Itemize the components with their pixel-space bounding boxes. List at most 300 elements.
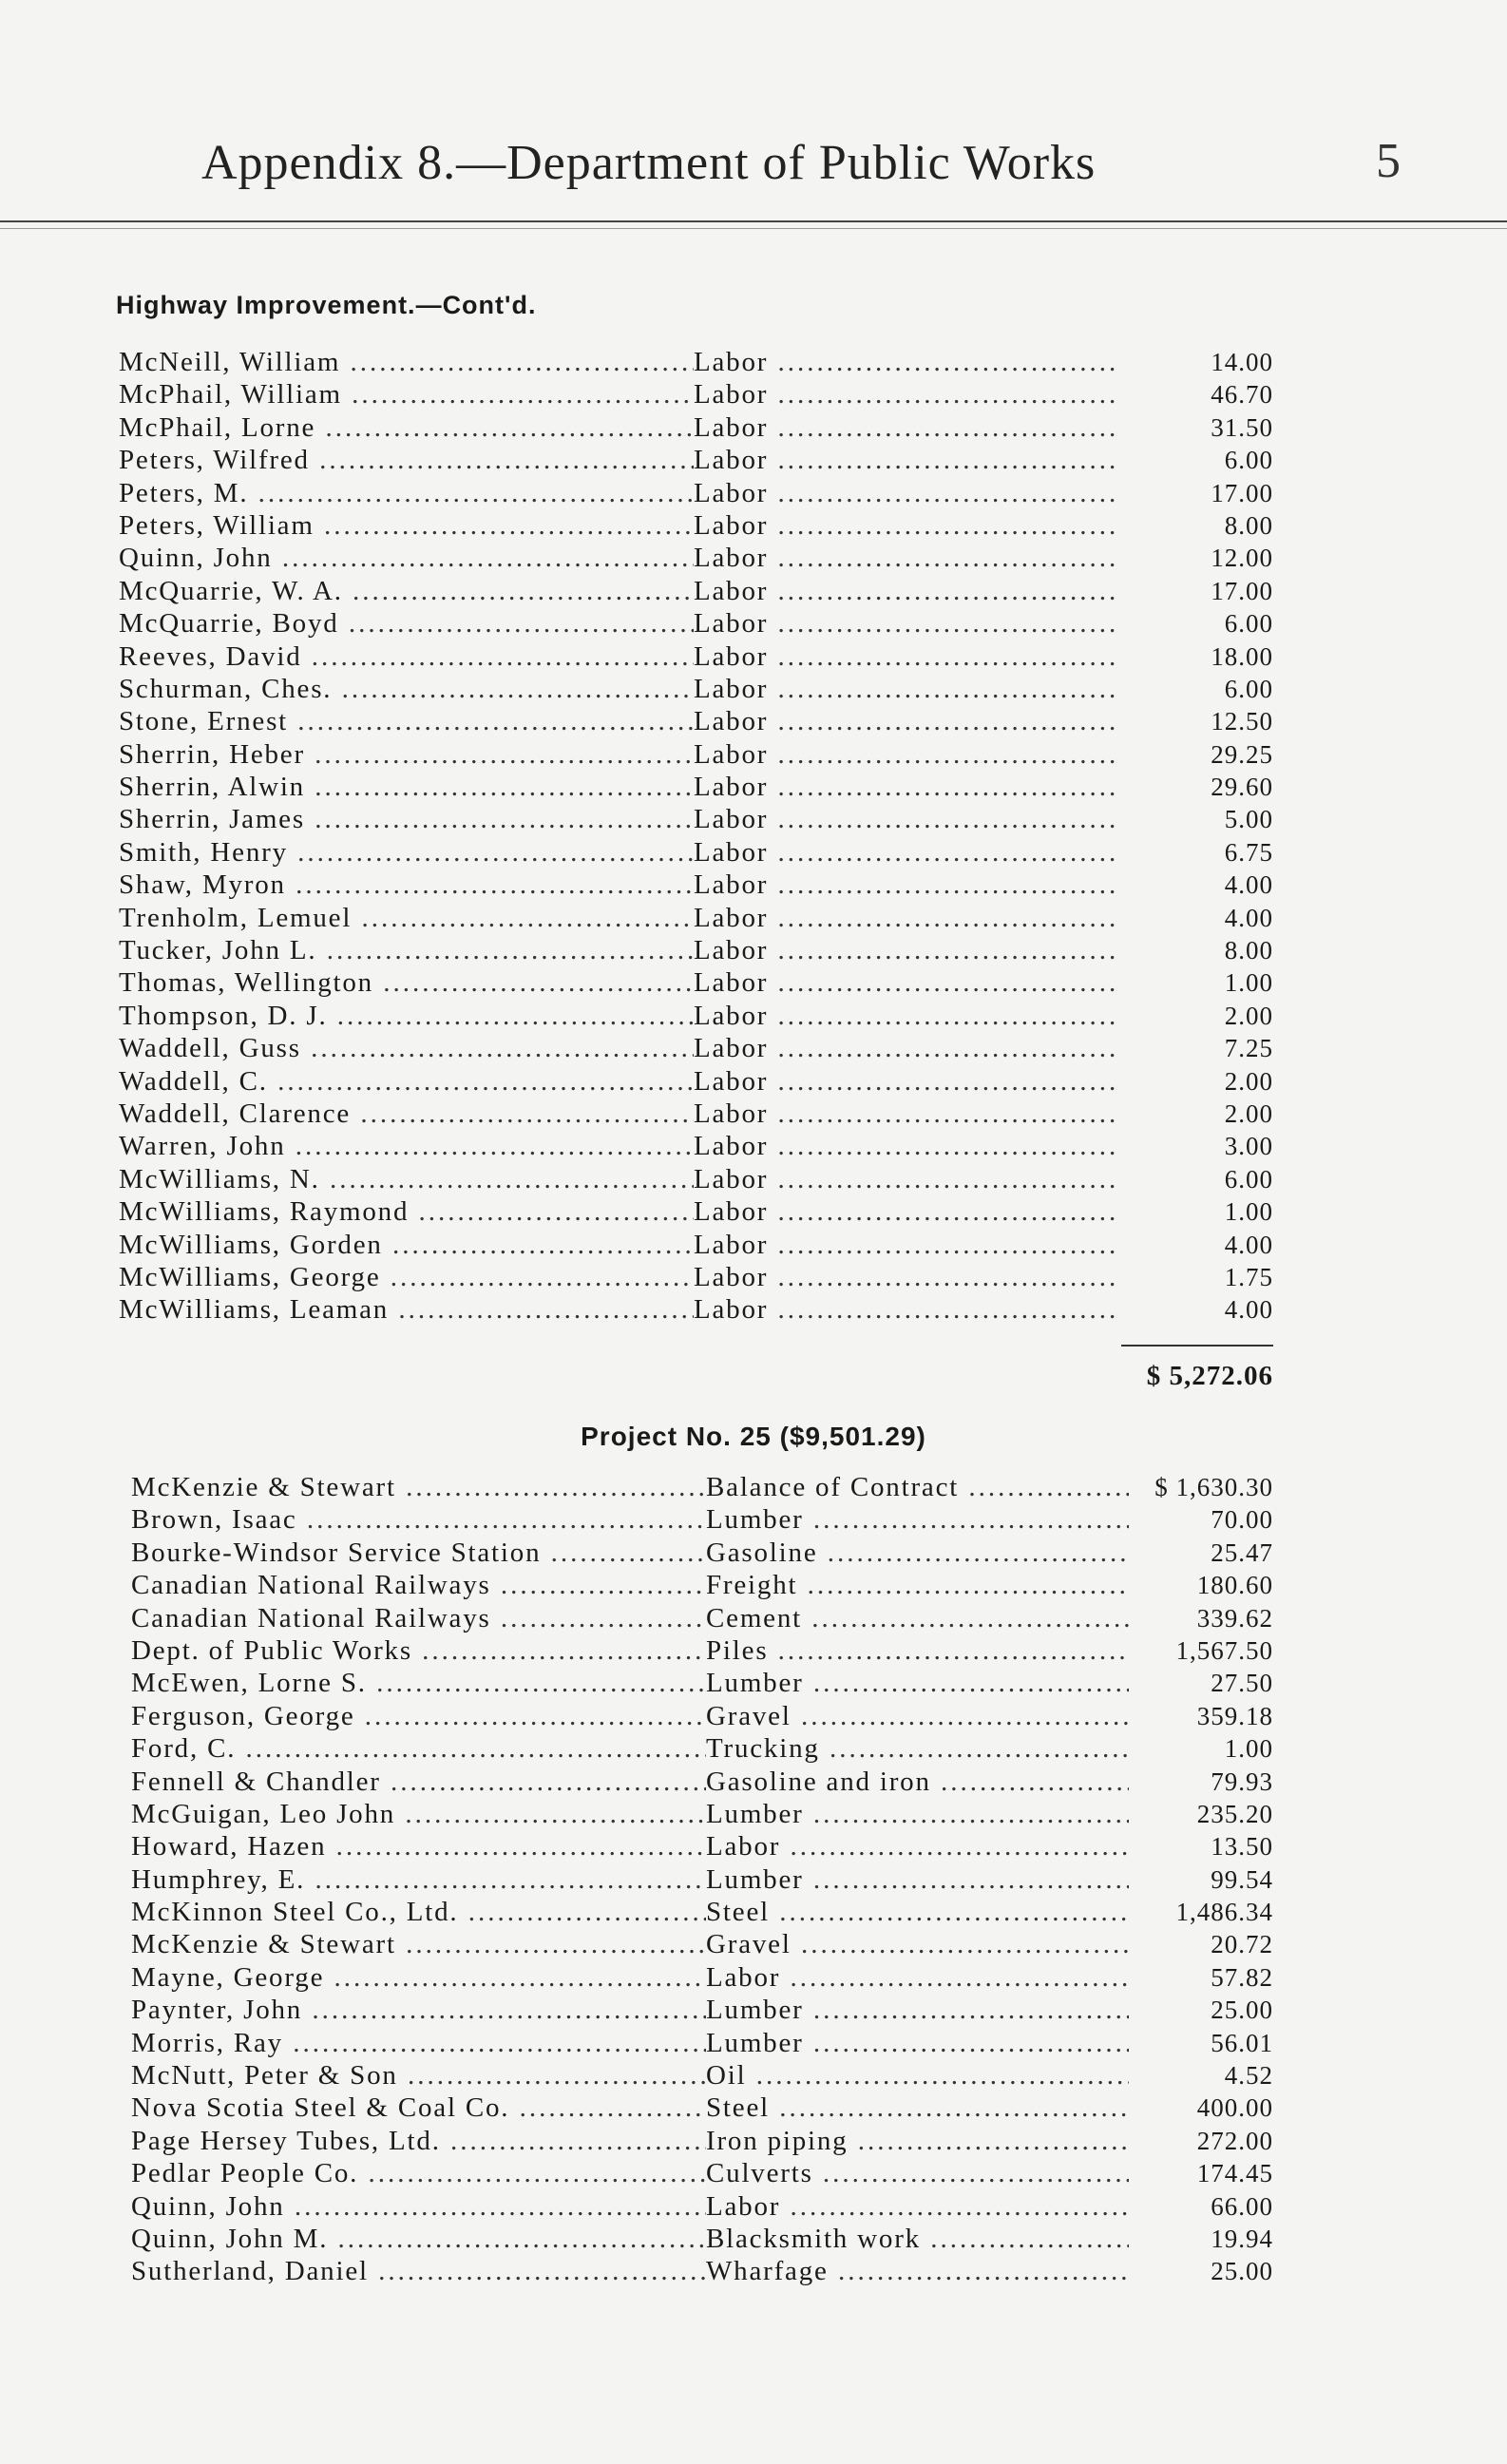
- amount: 359.18: [1196, 1701, 1273, 1730]
- ledger-row: [131, 1732, 1273, 1765]
- leader-dots: [288, 706, 694, 736]
- leader-dots: [780, 1831, 1129, 1862]
- item-description: Labor: [694, 1229, 769, 1260]
- payee-cell: [131, 2190, 706, 2223]
- item-description: Labor: [694, 1196, 769, 1228]
- amount: 12.50: [1211, 707, 1273, 736]
- item-cell: [706, 1896, 1129, 1928]
- payee-cell: [119, 771, 694, 803]
- amount: 6.75: [1224, 837, 1273, 867]
- item-cell: [706, 1634, 1129, 1667]
- payee-name: Brown, Isaac: [131, 1504, 297, 1536]
- section-title: Highway Improvement.—Cont'd.: [116, 291, 537, 319]
- item-cell: [706, 1766, 1129, 1798]
- amount: 70.00: [1211, 1505, 1273, 1535]
- amount: 272.00: [1196, 2126, 1273, 2155]
- leader-dots: [236, 1733, 706, 1764]
- item-cell: [706, 1863, 1129, 1896]
- leader-dots: [302, 1995, 706, 2025]
- amount: 6.00: [1224, 446, 1273, 475]
- leader-dots: [768, 543, 1116, 573]
- payee-cell: [119, 378, 694, 411]
- amount: 12.00: [1211, 544, 1273, 573]
- leader-dots: [768, 674, 1116, 704]
- amount: 1.00: [1224, 968, 1273, 998]
- item-description: Lumber: [706, 1504, 804, 1536]
- amount: 6.00: [1224, 674, 1273, 703]
- amount: 1.75: [1224, 1262, 1273, 1291]
- item-description: Trucking: [706, 1733, 820, 1765]
- ledger-row: [119, 477, 1273, 509]
- amount: 4.00: [1224, 1230, 1273, 1259]
- amount: 3.00: [1224, 1132, 1273, 1161]
- payee-cell: [131, 1732, 706, 1765]
- payee-cell: [119, 411, 694, 444]
- leader-dots: [921, 2224, 1129, 2254]
- leader-dots: [768, 935, 1116, 965]
- payee-cell: [131, 1602, 706, 1634]
- payee-cell: [119, 575, 694, 607]
- item-cell: [706, 1700, 1129, 1732]
- item-cell: [694, 705, 1116, 737]
- leader-dots: [339, 608, 694, 639]
- ledger-row: [131, 1602, 1273, 1634]
- amount: 27.50: [1211, 1669, 1273, 1698]
- leader-dots: [768, 1098, 1116, 1129]
- payee-cell: [131, 2125, 706, 2157]
- amount: 1,486.34: [1175, 1898, 1273, 1927]
- payee-name: Stone, Ernest: [119, 706, 289, 737]
- amount: 8.00: [1224, 936, 1273, 965]
- ledger-row: [119, 411, 1273, 444]
- leader-dots: [768, 1164, 1116, 1194]
- leader-dots: [367, 1668, 706, 1698]
- payee-name: Ford, C.: [131, 1733, 237, 1765]
- amount: 5.00: [1224, 805, 1273, 834]
- ledger-row: [119, 1000, 1273, 1032]
- leader-dots: [768, 1033, 1116, 1063]
- ledger-row: [119, 1065, 1273, 1098]
- item-cell: [706, 2092, 1129, 2124]
- payee-cell: [119, 1065, 694, 1098]
- item-cell: [694, 1000, 1116, 1032]
- item-description: Labor: [694, 1294, 769, 1326]
- payee-name: McGuigan, Leo John: [131, 1798, 396, 1829]
- payee-cell: [119, 1000, 694, 1032]
- leader-dots: [768, 608, 1116, 639]
- ledger-row: [131, 1830, 1273, 1862]
- payee-cell: [131, 1634, 706, 1667]
- payee-cell: [119, 509, 694, 542]
- payee-cell: [131, 1896, 706, 1928]
- leader-dots: [804, 1799, 1129, 1829]
- leader-dots: [768, 837, 1116, 868]
- payee-name: Canadian National Railways: [131, 1602, 491, 1633]
- amount: 57.82: [1211, 1962, 1273, 1992]
- item-description: Labor: [694, 640, 769, 672]
- leader-dots: [340, 347, 694, 377]
- leader-dots: [396, 1472, 706, 1502]
- item-description: Labor: [694, 445, 769, 476]
- item-cell: [694, 1261, 1116, 1293]
- leader-dots: [286, 869, 694, 900]
- payee-name: Quinn, John: [131, 2190, 285, 2222]
- leader-dots: [316, 935, 694, 965]
- payee-name: McWilliams, Raymond: [119, 1196, 410, 1228]
- amount: 29.60: [1211, 773, 1273, 802]
- payee-cell: [119, 1098, 694, 1130]
- payee-name: McQuarrie, W. A.: [119, 575, 343, 606]
- item-description: Culverts: [706, 2158, 813, 2189]
- leader-dots: [351, 1098, 694, 1129]
- leader-dots: [381, 1262, 694, 1292]
- payee-name: Quinn, John: [119, 543, 273, 574]
- leader-dots: [770, 2092, 1129, 2123]
- ledger-row: [131, 1928, 1273, 1960]
- payee-cell: [119, 673, 694, 705]
- leader-dots: [541, 1538, 706, 1568]
- leader-dots: [768, 869, 1116, 900]
- ledger-row: [119, 575, 1273, 607]
- payee-name: McKenzie & Stewart: [131, 1929, 396, 1960]
- leader-dots: [804, 1995, 1129, 2025]
- ledger-row: [119, 902, 1273, 934]
- payee-name: Peters, William: [119, 509, 315, 541]
- item-description: Labor: [694, 967, 769, 999]
- leader-dots: [389, 1294, 694, 1325]
- payee-name: Fennell & Chandler: [131, 1766, 381, 1797]
- item-cell: [694, 869, 1116, 901]
- payee-name: McKinnon Steel Co., Ltd.: [131, 1897, 459, 1928]
- item-description: Labor: [694, 772, 769, 803]
- payee-cell: [131, 1569, 706, 1601]
- item-description: Labor: [694, 509, 769, 541]
- payee-name: McPhail, Lorne: [119, 411, 316, 443]
- leader-dots: [383, 1230, 694, 1260]
- ledger-row: [131, 1766, 1273, 1798]
- payee-cell: [131, 1766, 706, 1798]
- payee-name: Thomas, Wellington: [119, 967, 373, 999]
- payee-name: Pedlar People Co.: [131, 2158, 359, 2189]
- ledger-row: [131, 1961, 1273, 1994]
- amount: 79.93: [1211, 1767, 1273, 1796]
- ledger-row: [131, 2190, 1273, 2223]
- ledger-row: [131, 1503, 1273, 1536]
- item-cell: [706, 1471, 1129, 1503]
- leader-dots: [302, 641, 694, 672]
- ledger-row: [119, 1098, 1273, 1130]
- item-cell: [706, 1537, 1129, 1569]
- item-description: Labor: [694, 706, 769, 737]
- item-cell: [694, 966, 1116, 999]
- amount: 19.94: [1211, 2224, 1273, 2253]
- ledger-row: [131, 1896, 1273, 1928]
- ledger-row: [131, 1700, 1273, 1732]
- item-cell: [706, 1503, 1129, 1536]
- leader-dots: [804, 1504, 1129, 1535]
- leader-dots: [395, 1799, 706, 1829]
- item-cell: [706, 1830, 1129, 1862]
- leader-dots: [301, 1033, 694, 1063]
- payee-name: Quinn, John M.: [131, 2223, 329, 2254]
- payee-name: McWilliams, Leaman: [119, 1294, 390, 1326]
- payee-cell: [131, 1471, 706, 1503]
- item-description: Gravel: [706, 1929, 792, 1960]
- leader-dots: [768, 903, 1116, 933]
- ledger-row: [131, 2027, 1273, 2059]
- payee-cell: [131, 2157, 706, 2189]
- leader-dots: [820, 1733, 1129, 1764]
- item-description: Labor: [694, 804, 769, 835]
- item-cell: [694, 378, 1116, 411]
- payee-cell: [119, 705, 694, 737]
- payee-name: Bourke-Windsor Service Station: [131, 1537, 542, 1568]
- page-header: [0, 125, 1507, 201]
- item-description: Labor: [694, 836, 769, 868]
- payee-cell: [119, 1163, 694, 1195]
- item-description: Piles: [706, 1634, 769, 1666]
- ledger-row: [131, 2059, 1273, 2092]
- leader-dots: [273, 543, 694, 573]
- item-cell: [706, 1569, 1129, 1601]
- leader-dots: [804, 1864, 1129, 1895]
- item-description: Labor: [694, 738, 769, 770]
- header-rule-thin: [0, 228, 1507, 229]
- header-rule: [0, 220, 1507, 222]
- leader-dots: [315, 412, 694, 443]
- leader-dots: [797, 1570, 1129, 1600]
- item-cell: [694, 575, 1116, 607]
- payee-name: Tucker, John L.: [119, 935, 317, 966]
- leader-dots: [792, 1929, 1129, 1959]
- item-cell: [706, 1961, 1129, 1994]
- leader-dots: [315, 510, 694, 541]
- item-cell: [694, 1229, 1116, 1261]
- leader-dots: [268, 1066, 694, 1097]
- payee-name: McNeill, William: [119, 347, 341, 377]
- ledger-row: [119, 542, 1273, 574]
- amount: 8.00: [1224, 510, 1273, 540]
- payee-cell: [119, 966, 694, 999]
- payee-cell: [131, 1994, 706, 2026]
- payee-name: McWilliams, N.: [119, 1163, 320, 1194]
- ledger-row: [131, 1863, 1273, 1896]
- payee-cell: [119, 902, 694, 934]
- payee-cell: [119, 869, 694, 901]
- amount: 7.25: [1224, 1034, 1273, 1063]
- ledger-row: [119, 869, 1273, 901]
- leader-dots: [768, 1066, 1116, 1097]
- ledger-row: [119, 803, 1273, 835]
- leader-dots: [381, 1767, 706, 1797]
- total-rule: [1121, 1345, 1273, 1347]
- ledger-row: [119, 771, 1273, 803]
- leader-dots: [768, 1131, 1116, 1161]
- payee-name: Morris, Ray: [131, 2027, 283, 2058]
- leader-dots: [804, 1668, 1129, 1698]
- ledger-highway-improvement: [119, 346, 1273, 1327]
- leader-dots: [780, 2191, 1129, 2222]
- payee-cell: [131, 2059, 706, 2092]
- leader-dots: [355, 1701, 706, 1731]
- leader-dots: [768, 445, 1116, 475]
- item-cell: [706, 2125, 1129, 2157]
- leader-dots: [768, 1294, 1116, 1325]
- item-description: Lumber: [706, 1798, 804, 1829]
- ledger-row: [131, 2157, 1273, 2189]
- item-description: Steel: [706, 2092, 770, 2124]
- item-description: Labor: [694, 673, 769, 704]
- amount: 56.01: [1211, 2028, 1273, 2057]
- ledger-row: [131, 1471, 1273, 1503]
- leader-dots: [458, 1897, 706, 1927]
- payee-name: Schurman, Ches.: [119, 673, 333, 704]
- payee-name: McWilliams, Gorden: [119, 1229, 383, 1260]
- payee-cell: [119, 1032, 694, 1064]
- payee-cell: [131, 1537, 706, 1569]
- item-cell: [694, 1098, 1116, 1130]
- item-cell: [694, 1130, 1116, 1162]
- payee-name: Waddell, C.: [119, 1065, 268, 1097]
- leader-dots: [802, 1603, 1129, 1633]
- payee-name: Mayne, George: [131, 1961, 325, 1993]
- payee-name: Shaw, Myron: [119, 869, 286, 901]
- leader-dots: [305, 1864, 706, 1895]
- leader-dots: [285, 2191, 706, 2222]
- payee-cell: [119, 1229, 694, 1261]
- item-description: Labor: [706, 2190, 781, 2222]
- payee-cell: [119, 934, 694, 966]
- leader-dots: [398, 2060, 706, 2091]
- item-description: Iron piping: [706, 2125, 849, 2156]
- payee-name: Smith, Henry: [119, 836, 288, 868]
- leader-dots: [768, 379, 1116, 410]
- leader-dots: [768, 478, 1116, 508]
- ledger-row: [131, 1667, 1273, 1699]
- payee-name: McPhail, William: [119, 379, 342, 411]
- item-cell: [706, 2059, 1129, 2092]
- item-cell: [706, 1798, 1129, 1830]
- item-description: Lumber: [706, 1668, 804, 1699]
- amount: 2.00: [1224, 1098, 1273, 1128]
- leader-dots: [320, 1164, 694, 1194]
- item-cell: [694, 509, 1116, 542]
- item-cell: [706, 1732, 1129, 1765]
- item-cell: [706, 1994, 1129, 2026]
- leader-dots: [248, 478, 694, 508]
- leader-dots: [768, 576, 1116, 606]
- amount: 13.50: [1211, 1832, 1273, 1862]
- leader-dots: [768, 967, 1116, 998]
- amount: 17.00: [1211, 478, 1273, 507]
- amount: 339.62: [1196, 1603, 1273, 1633]
- item-description: Labor: [694, 1098, 769, 1129]
- leader-dots: [813, 2158, 1129, 2188]
- amount: 174.45: [1196, 2159, 1273, 2188]
- amount: 1,567.50: [1175, 1635, 1273, 1665]
- payee-cell: [119, 1293, 694, 1326]
- item-cell: [694, 803, 1116, 835]
- item-description: Freight: [706, 1570, 798, 1601]
- leader-dots: [768, 510, 1116, 541]
- item-description: Cement: [706, 1602, 803, 1633]
- payee-cell: [131, 1961, 706, 1994]
- item-cell: [694, 640, 1116, 673]
- amount: 66.00: [1211, 2191, 1273, 2221]
- amount: $ 1,630.30: [1154, 1473, 1273, 1501]
- payee-cell: [131, 1503, 706, 1536]
- ledger-row: [119, 1032, 1273, 1064]
- ledger-row: [119, 1229, 1273, 1261]
- amount: 4.00: [1224, 1295, 1273, 1325]
- amount: 29.25: [1211, 739, 1273, 769]
- leader-dots: [342, 379, 694, 410]
- leader-dots: [509, 2092, 706, 2123]
- leader-dots: [491, 1603, 706, 1633]
- payee-name: McWilliams, George: [119, 1261, 381, 1292]
- amount: 6.00: [1224, 1164, 1273, 1194]
- item-description: Labor: [694, 1131, 769, 1162]
- amount: 25.47: [1211, 1538, 1273, 1567]
- item-cell: [694, 444, 1116, 476]
- payee-name: Peters, M.: [119, 477, 249, 508]
- item-cell: [706, 2223, 1129, 2255]
- payee-name: Page Hersey Tubes, Ltd.: [131, 2125, 441, 2156]
- amount: 1.00: [1224, 1734, 1273, 1764]
- item-description: Gasoline: [706, 1537, 818, 1568]
- ledger-row: [131, 2223, 1273, 2255]
- ledger-row: [131, 1994, 1273, 2026]
- amount: 46.70: [1211, 380, 1273, 410]
- ledger-row: [119, 966, 1273, 999]
- payee-name: Warren, John: [119, 1131, 286, 1162]
- section-total: $ 5,272.06: [1146, 1361, 1273, 1391]
- payee-cell: [131, 2223, 706, 2255]
- amount: 235.20: [1196, 1799, 1273, 1828]
- leader-dots: [343, 576, 694, 606]
- leader-dots: [305, 804, 694, 834]
- payee-name: Trenholm, Lemuel: [119, 902, 353, 933]
- payee-name: Sherrin, Alwin: [119, 772, 305, 803]
- ledger-row: [119, 934, 1273, 966]
- payee-name: McNutt, Peter & Son: [131, 2060, 398, 2092]
- payee-cell: [131, 2255, 706, 2287]
- payee-name: McQuarrie, Boyd: [119, 608, 339, 640]
- ledger-row: [119, 705, 1273, 737]
- payee-cell: [119, 1195, 694, 1228]
- payee-cell: [119, 803, 694, 835]
- project-title: Project No. 25 ($9,501.29): [581, 1422, 926, 1451]
- leader-dots: [328, 2224, 706, 2254]
- item-cell: [694, 771, 1116, 803]
- item-cell: [694, 1195, 1116, 1228]
- item-description: Labor: [694, 1261, 769, 1292]
- ledger-row: [119, 673, 1273, 705]
- leader-dots: [409, 1196, 694, 1227]
- item-cell: [694, 934, 1116, 966]
- leader-dots: [332, 674, 694, 704]
- payee-cell: [119, 542, 694, 574]
- amount: 25.00: [1211, 1996, 1273, 2025]
- amount: 1.00: [1224, 1197, 1273, 1227]
- item-description: Labor: [694, 1065, 769, 1097]
- payee-cell: [119, 836, 694, 869]
- payee-cell: [131, 1830, 706, 1862]
- item-description: Gravel: [706, 1700, 792, 1731]
- leader-dots: [768, 1230, 1116, 1260]
- item-description: Labor: [694, 608, 769, 640]
- item-description: Steel: [706, 1897, 770, 1928]
